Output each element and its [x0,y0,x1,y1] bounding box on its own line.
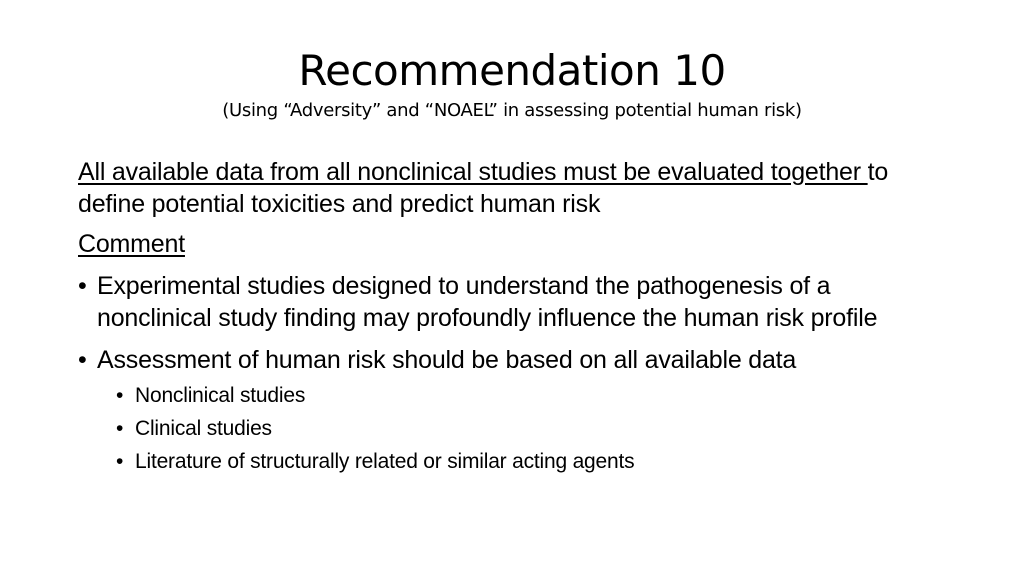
slide-title: Recommendation 10 [298,46,726,95]
bullet-text: Experimental studies designed to understand the pathogenesis of a nonclinical study finding may profoundly influence the human risk profile [97,272,878,332]
sub-bullet-text: Clinical studies [135,417,272,440]
intro-underlined-text: All available data from all nonclinical studies must be evaluated together [78,158,868,186]
slide-subtitle: (Using “Adversity” and “NOAEL” in assessing potential human risk) [222,100,802,121]
bullet-icon: • [78,272,87,300]
sub-bullet-item [78,448,958,475]
bullet-icon: • [116,417,124,440]
bullet-icon: • [116,450,124,473]
sub-bullet-text: Nonclinical studies [135,384,306,407]
bullet-icon: • [78,346,87,374]
sub-bullet-text: Literature of structurally related or similar acting agents [135,450,635,473]
comment-heading: Comment [78,230,185,258]
bullet-item [78,270,937,334]
bullet-text: Assessment of human risk should be based on all available data [97,346,797,374]
sub-bullet-item [78,415,958,442]
sub-bullet-item [78,382,958,409]
bullet-icon: • [116,384,124,407]
bullet-item [78,344,937,376]
intro-paragraph [78,156,958,220]
intro-rest-text: to define potential toxicities and predict human risk [78,158,889,218]
slide-body [78,156,958,475]
